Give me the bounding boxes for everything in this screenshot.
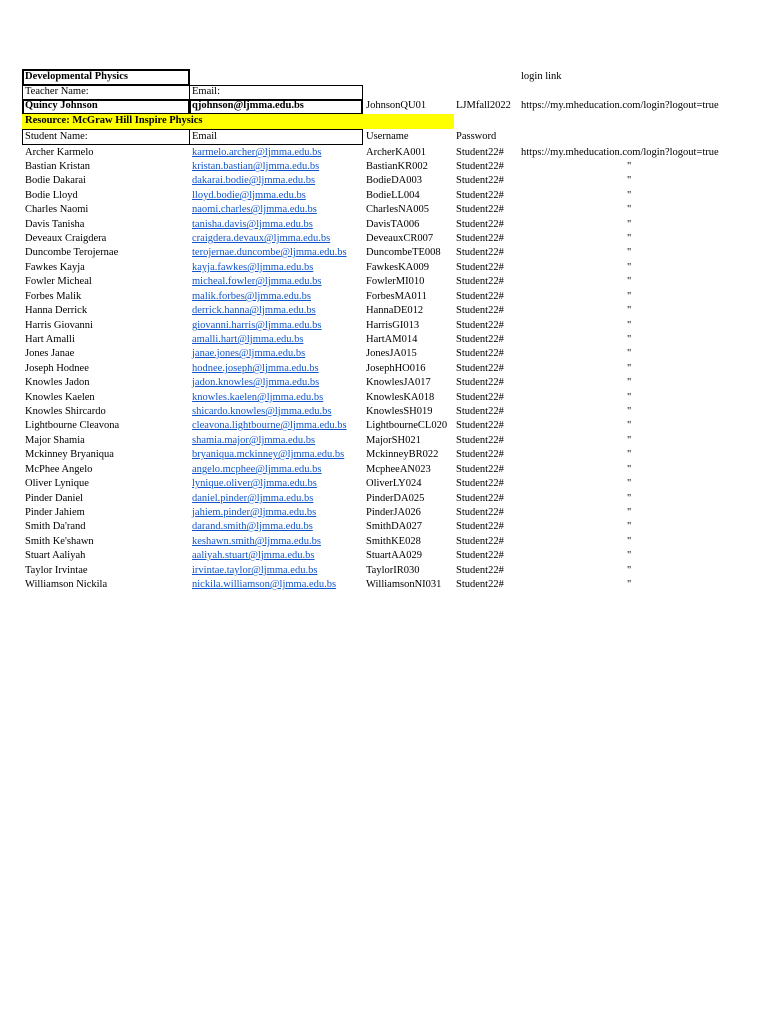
student-username: BodieDA003 [366,175,422,186]
student-password: Student22# [456,175,504,186]
ditto-mark: " [627,392,632,403]
student-password: Student22# [456,420,504,431]
student-email[interactable]: tanisha.davis@ljmma.edu.bs [192,219,313,230]
student-name: Major Shamia [25,435,85,446]
student-password: Student22# [456,392,504,403]
student-email[interactable]: cleavona.lightbourne@ljmma.edu.bs [192,420,347,431]
teacher-login-link[interactable]: https://my.mheducation.com/login?logout=true [521,100,719,111]
student-password: Student22# [456,291,504,302]
student-password: Student22# [456,565,504,576]
student-name: Bastian Kristan [25,161,91,172]
student-username: SmithDA027 [366,521,423,532]
student-password: Student22# [456,276,504,287]
student-name: Harris Giovanni [25,320,93,331]
student-name: Bodie Lloyd [25,190,78,201]
email-label: Email: [192,86,220,97]
student-email[interactable]: kristan.bastian@ljmma.edu.bs [192,161,320,172]
student-username: TaylorIR030 [366,565,420,576]
student-email[interactable]: irvintae.taylor@ljmma.edu.bs [192,565,318,576]
student-username: JonesJA015 [366,348,417,359]
student-username: KnowlesJA017 [366,377,431,388]
student-name-header: Student Name: [25,131,88,142]
student-name: Davis Tanisha [25,219,85,230]
student-email[interactable]: kayja.fawkes@ljmma.edu.bs [192,262,314,273]
student-username: FowlerMI010 [366,276,425,287]
student-email[interactable]: jadon.knowles@ljmma.edu.bs [192,377,320,388]
student-password: Student22# [456,334,504,345]
student-username: HannaDE012 [366,305,424,316]
student-username: HarrisGI013 [366,320,420,331]
student-email[interactable]: micheal.fowler@ljmma.edu.bs [192,276,322,287]
ditto-mark: " [627,565,632,576]
ditto-mark: " [627,291,632,302]
student-username: PinderDA025 [366,493,425,504]
teacher-name-label: Teacher Name: [25,86,89,97]
student-email[interactable]: knowles.kaelen@ljmma.edu.bs [192,392,324,403]
student-username: FawkesKA009 [366,262,429,273]
student-password: Student22# [456,550,504,561]
student-password: Student22# [456,204,504,215]
ditto-mark: " [627,161,632,172]
student-email[interactable]: nickila.williamson@ljmma.edu.bs [192,579,337,590]
student-password: Student22# [456,247,504,258]
ditto-mark: " [627,464,632,475]
student-email[interactable]: giovanni.harris@ljmma.edu.bs [192,320,322,331]
student-name: Joseph Hodnee [25,363,89,374]
password-header: Password [456,131,497,142]
student-username: OliverLY024 [366,478,422,489]
student-name: Smith Da'rand [25,521,86,532]
ditto-mark: " [627,435,632,446]
ditto-mark: " [627,478,632,489]
ditto-mark: " [627,247,632,258]
student-name: Deveaux Craigdera [25,233,107,244]
student-email[interactable]: terojernae.duncombe@ljmma.edu.bs [192,247,347,258]
student-username: HartAM014 [366,334,418,345]
student-email[interactable]: janae.jones@ljmma.edu.bs [192,348,306,359]
ditto-mark: " [627,233,632,244]
ditto-mark: " [627,493,632,504]
ditto-mark: " [627,276,632,287]
ditto-mark: " [627,420,632,431]
student-password: Student22# [456,305,504,316]
student-name: Jones Janae [25,348,75,359]
student-name: Taylor Irvintae [25,565,88,576]
student-password: Student22# [456,190,504,201]
student-password: Student22# [456,219,504,230]
student-username: KnowlesKA018 [366,392,435,403]
course-title: Developmental Physics [25,71,128,82]
student-email[interactable]: karmelo.archer@ljmma.edu.bs [192,147,322,158]
student-name: Stuart Aaliyah [25,550,86,561]
student-email[interactable]: craigdera.devaux@ljmma.edu.bs [192,233,331,244]
student-password: Student22# [456,435,504,446]
ditto-mark: " [627,536,632,547]
student-password: Student22# [456,262,504,273]
student-username: CharlesNA005 [366,204,429,215]
student-password: Student22# [456,363,504,374]
student-name: Fowler Micheal [25,276,92,287]
student-email[interactable]: lloyd.bodie@ljmma.edu.bs [192,190,306,201]
username-header: Username [366,131,409,142]
student-username: JosephHO016 [366,363,426,374]
student-email[interactable]: aaliyah.stuart@ljmma.edu.bs [192,550,315,561]
student-name: Hart Amalli [25,334,75,345]
student-username: ForbesMA011 [366,291,427,302]
student-name: Archer Karmelo [25,147,94,158]
student-name: Pinder Daniel [25,493,84,504]
student-password: Student22# [456,147,504,158]
ditto-mark: " [627,377,632,388]
student-name: Charles Naomi [25,204,89,215]
student-password: Student22# [456,478,504,489]
student-password: Student22# [456,493,504,504]
student-email[interactable]: malik.forbes@ljmma.edu.bs [192,291,312,302]
student-name: Forbes Malik [25,291,82,302]
student-username: DuncombeTE008 [366,247,441,258]
student-email[interactable]: hodnee.joseph@ljmma.edu.bs [192,363,319,374]
student-email[interactable]: amalli.hart@ljmma.edu.bs [192,334,304,345]
student-password: Student22# [456,348,504,359]
student-username: WilliamsonNI031 [366,579,442,590]
ditto-mark: " [627,507,632,518]
student-email[interactable]: darand.smith@ljmma.edu.bs [192,521,313,532]
student-username: DeveauxCR007 [366,233,434,244]
student-email[interactable]: jahiem.pinder@ljmma.edu.bs [192,507,317,518]
student-name: Fawkes Kayja [25,262,85,273]
student-username: MckinneyBR022 [366,449,439,460]
student-name: Bodie Dakarai [25,175,86,186]
student-login-link[interactable]: https://my.mheducation.com/login?logout=true [521,147,719,158]
student-name: Smith Ke'shawn [25,536,94,547]
student-password: Student22# [456,536,504,547]
ditto-mark: " [627,521,632,532]
student-username: BodieLL004 [366,190,420,201]
student-username: PinderJA026 [366,507,421,518]
student-username: LightbourneCL020 [366,420,448,431]
student-email[interactable]: angelo.mcphee@ljmma.edu.bs [192,464,322,475]
student-password: Student22# [456,406,504,417]
student-email[interactable]: lynique.oliver@ljmma.edu.bs [192,478,317,489]
student-name: Oliver Lynique [25,478,89,489]
ditto-mark: " [627,363,632,374]
ditto-mark: " [627,449,632,460]
student-email[interactable]: daniel.pinder@ljmma.edu.bs [192,493,314,504]
student-email[interactable]: keshawn.smith@ljmma.edu.bs [192,536,321,547]
email-header: Email [192,131,218,142]
ditto-mark: " [627,406,632,417]
student-username: BastianKR002 [366,161,428,172]
teacher-password: LJMfall2022 [456,100,511,111]
student-password: Student22# [456,320,504,331]
ditto-mark: " [627,550,632,561]
ditto-mark: " [627,175,632,186]
student-username: StuartAA029 [366,550,422,561]
student-username: SmithKE028 [366,536,421,547]
student-username: KnowlesSH019 [366,406,433,417]
student-email[interactable]: derrick.hanna@ljmma.edu.bs [192,305,316,316]
student-name: Williamson Nickila [25,579,108,590]
student-name: Knowles Jadon [25,377,90,388]
ditto-mark: " [627,219,632,230]
student-name: McPhee Angelo [25,464,93,475]
ditto-mark: " [627,348,632,359]
student-username: ArcherKA001 [366,147,427,158]
student-password: Student22# [456,521,504,532]
ditto-mark: " [627,305,632,316]
student-name: Pinder Jahiem [25,507,85,518]
login-link-label: login link [521,71,562,82]
student-username: McpheeAN023 [366,464,431,475]
student-name: Knowles Kaelen [25,392,95,403]
student-name: Mckinney Bryaniqua [25,449,114,460]
teacher-name: Quincy Johnson [25,100,98,111]
ditto-mark: " [627,204,632,215]
student-name: Lightbourne Cleavona [25,420,120,431]
student-email[interactable]: bryaniqua.mckinney@ljmma.edu.bs [192,449,345,460]
teacher-username: JohnsonQU01 [366,100,427,111]
ditto-mark: " [627,320,632,331]
student-password: Student22# [456,377,504,388]
student-email[interactable]: shamia.major@ljmma.edu.bs [192,435,316,446]
student-name: Hanna Derrick [25,305,88,316]
student-password: Student22# [456,233,504,244]
ditto-mark: " [627,579,632,590]
student-name: Duncombe Terojernae [25,247,119,258]
ditto-mark: " [627,190,632,201]
student-email[interactable]: shicardo.knowles@ljmma.edu.bs [192,406,332,417]
teacher-email[interactable]: qjohnson@ljmma.edu.bs [192,100,304,111]
student-password: Student22# [456,464,504,475]
student-password: Student22# [456,579,504,590]
ditto-mark: " [627,334,632,345]
student-username: MajorSH021 [366,435,421,446]
student-username: DavisTA006 [366,219,420,230]
student-name: Knowles Shircardo [25,406,106,417]
student-password: Student22# [456,507,504,518]
resource-label: Resource: McGraw Hill Inspire Physics [25,115,203,126]
student-password: Student22# [456,449,504,460]
student-email[interactable]: naomi.charles@ljmma.edu.bs [192,204,317,215]
student-password: Student22# [456,161,504,172]
student-email[interactable]: dakarai.bodie@ljmma.edu.bs [192,175,316,186]
ditto-mark: " [627,262,632,273]
